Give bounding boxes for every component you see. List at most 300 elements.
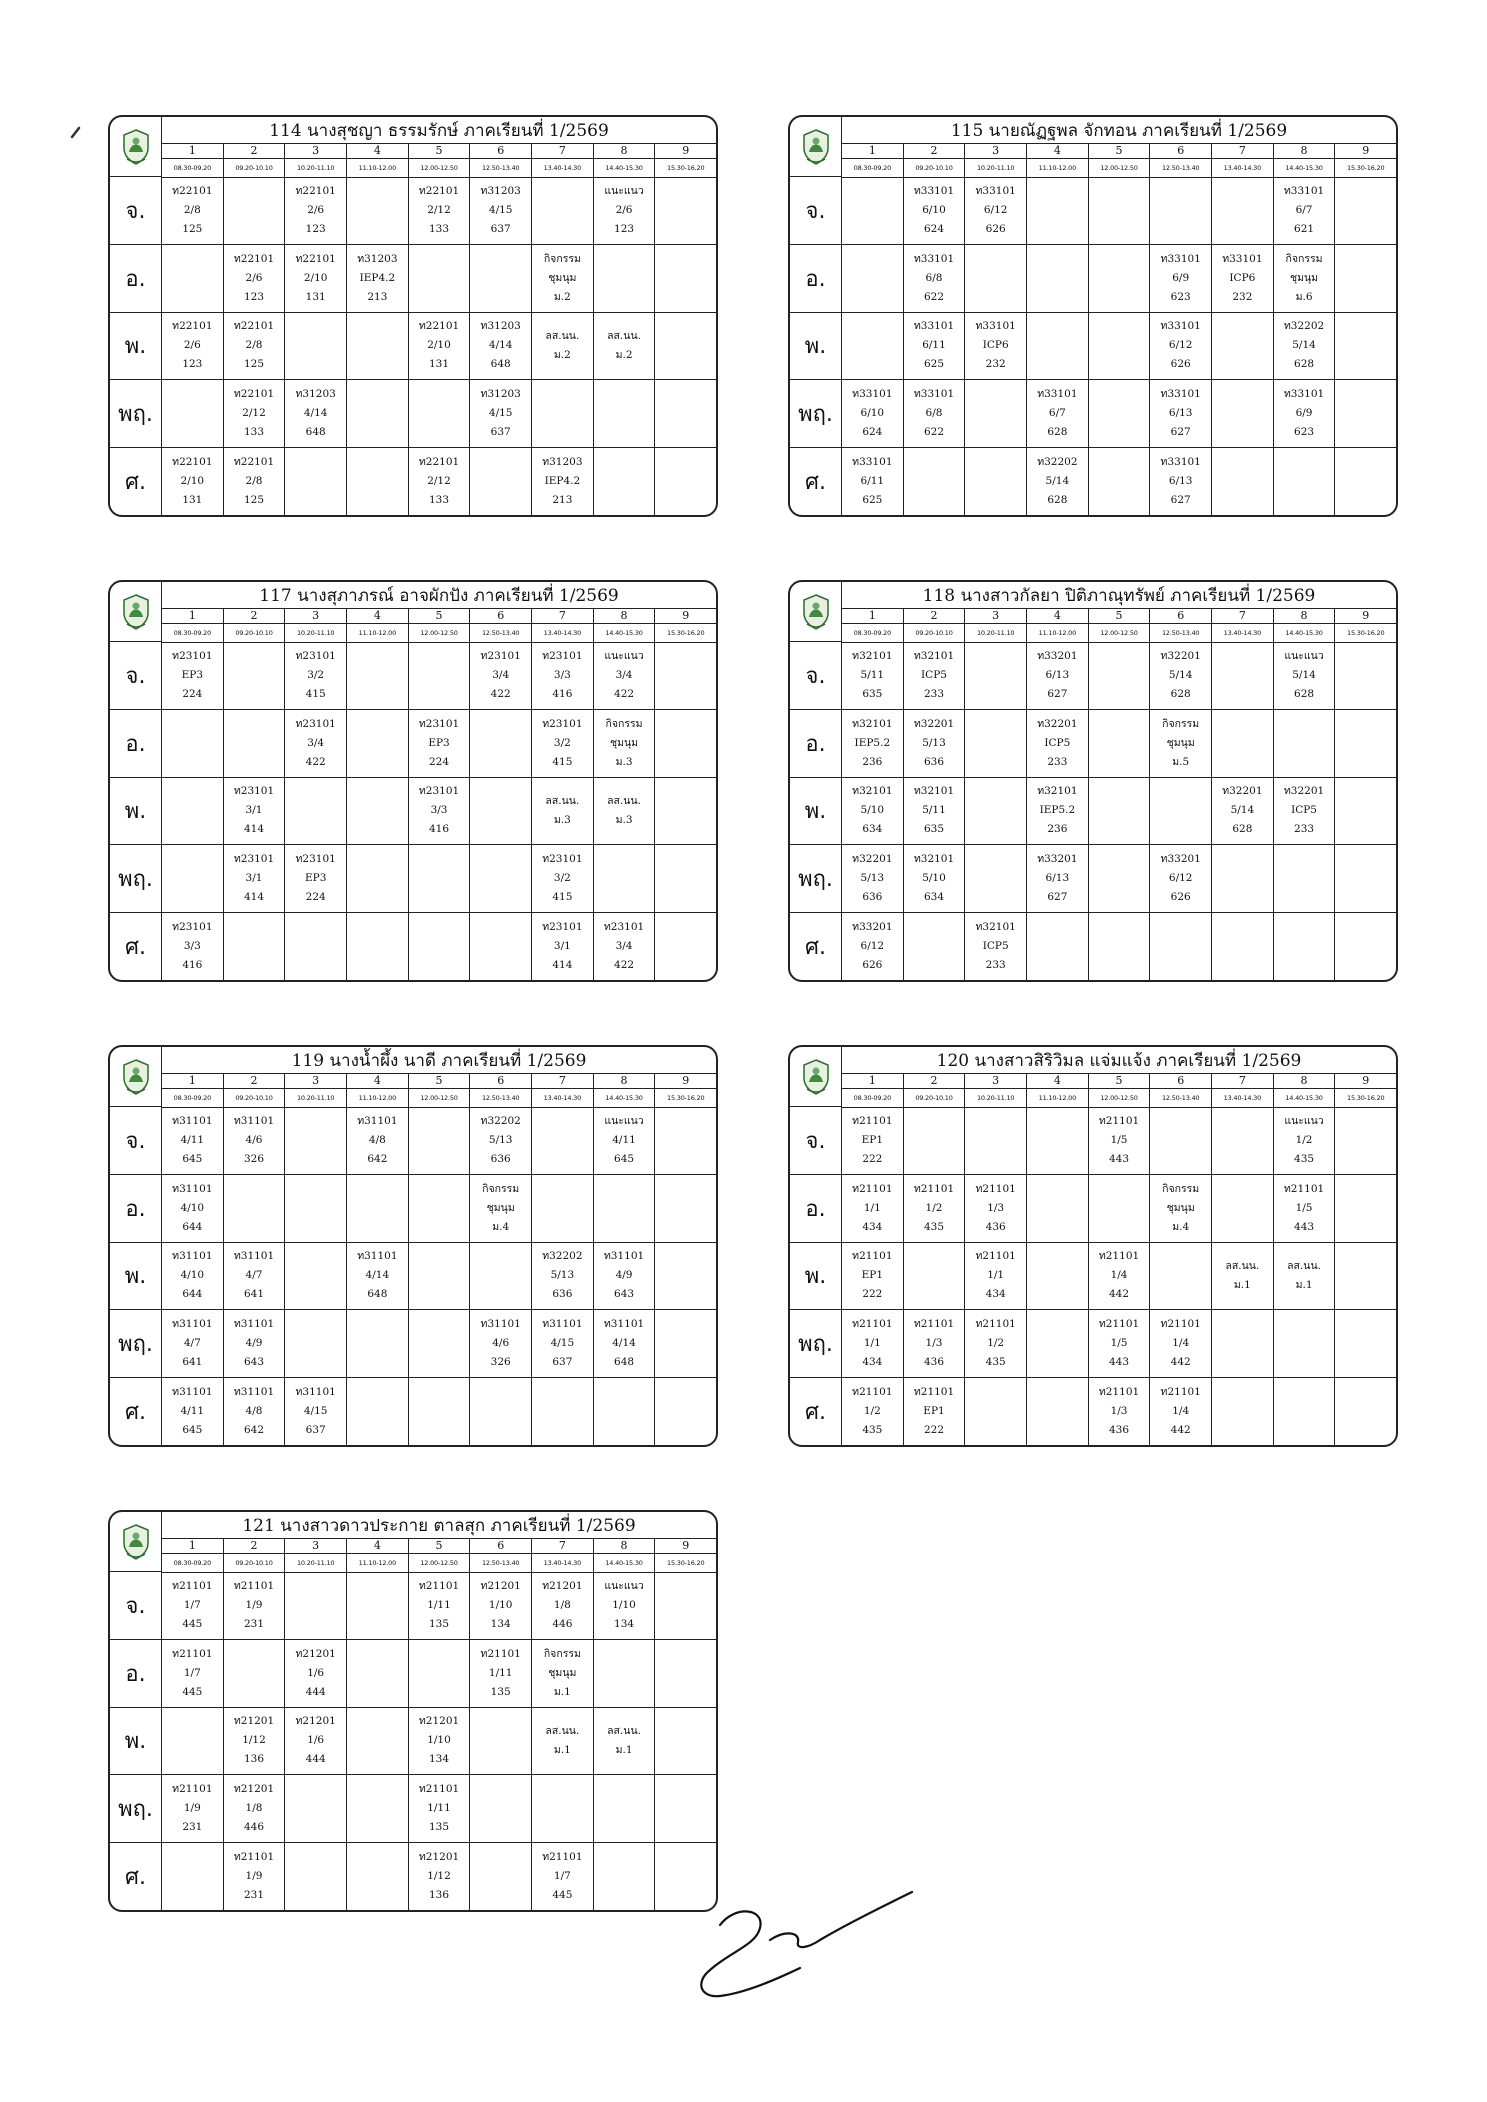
day-label: พฤ. bbox=[110, 1775, 162, 1842]
day-label: อ. bbox=[110, 245, 162, 312]
cell-line: ท31203 bbox=[480, 320, 521, 333]
cell-line: ท21201 bbox=[295, 1715, 336, 1728]
schedule-cell bbox=[593, 1572, 655, 1639]
schedule-cell bbox=[223, 245, 285, 312]
schedule-cell bbox=[284, 642, 346, 709]
cell-line: 3/2 bbox=[553, 736, 571, 749]
cell-line: 3/4 bbox=[307, 736, 325, 749]
cell-line: ท32101 bbox=[913, 853, 955, 866]
period-number: 9 bbox=[1334, 608, 1396, 623]
cell-line: ท22101 bbox=[418, 184, 460, 197]
cell-line: ท22101 bbox=[233, 252, 275, 265]
period-number: 2 bbox=[223, 608, 285, 623]
schedule-cell bbox=[1211, 380, 1273, 447]
day-label: พฤ. bbox=[110, 380, 162, 447]
cell-line: ม.3 bbox=[553, 813, 571, 826]
period-time-row bbox=[162, 1553, 716, 1573]
period-time: 13.40-14.30 bbox=[1211, 158, 1273, 177]
schedule-card-117 bbox=[108, 580, 718, 982]
schedule-cell bbox=[223, 913, 285, 980]
schedule-cell bbox=[408, 1243, 470, 1310]
day-label: ศ. bbox=[790, 913, 842, 980]
schedule-cell bbox=[1026, 778, 1088, 845]
schedule-cell bbox=[964, 1378, 1026, 1445]
cell-line: 2/6 bbox=[245, 271, 263, 284]
schedule-cell bbox=[1149, 913, 1211, 980]
schedule-cell bbox=[964, 245, 1026, 312]
cell-line: ท32202 bbox=[542, 1250, 583, 1263]
cell-line: ท31203 bbox=[480, 184, 521, 197]
schedule-cell bbox=[1026, 1378, 1088, 1445]
schedule-cell bbox=[284, 1708, 346, 1775]
cell-line: ม.4 bbox=[1172, 1220, 1190, 1233]
day-row bbox=[790, 1309, 1396, 1377]
schedule-cell bbox=[531, 245, 593, 312]
schedule-cell bbox=[654, 778, 716, 845]
cell-line: ม.2 bbox=[553, 348, 571, 361]
schedule-cell bbox=[469, 1775, 531, 1842]
cell-line: 1/9 bbox=[245, 1870, 263, 1883]
schedule-cell bbox=[162, 1775, 223, 1842]
schedule-cell bbox=[346, 1378, 408, 1445]
day-label: จ. bbox=[790, 177, 842, 244]
cell-line: 2/6 bbox=[307, 203, 325, 216]
cell-line: ลส.นน. bbox=[545, 1724, 580, 1737]
cell-line: 134 bbox=[614, 1617, 635, 1630]
period-time: 15.30-16.20 bbox=[654, 1553, 716, 1572]
cell-line: 5/11 bbox=[922, 804, 946, 817]
cell-line: IEP4.2 bbox=[359, 271, 396, 284]
schedule-cell bbox=[964, 313, 1026, 380]
schedule-cell bbox=[531, 448, 593, 515]
schedule-cell bbox=[654, 1107, 716, 1174]
cell-line: ท33101 bbox=[1283, 388, 1325, 401]
schedule-cell bbox=[408, 1640, 470, 1707]
cell-line: ท21201 bbox=[480, 1579, 521, 1592]
cell-line: ลส.นน. bbox=[545, 329, 580, 342]
schedule-cell bbox=[284, 1107, 346, 1174]
school-logo bbox=[790, 1047, 842, 1107]
cell-line: ท31101 bbox=[233, 1250, 275, 1263]
cell-line: ท21101 bbox=[913, 1182, 955, 1195]
cell-line: ท31101 bbox=[542, 1318, 583, 1331]
schedule-cell bbox=[469, 1107, 531, 1174]
cell-line: ท23101 bbox=[542, 649, 583, 662]
schedule-cell bbox=[531, 1843, 593, 1910]
period-number: 9 bbox=[654, 1073, 716, 1088]
schedule-cell bbox=[1149, 245, 1211, 312]
cell-line: 643 bbox=[243, 1356, 265, 1369]
cell-line: 434 bbox=[862, 1356, 883, 1369]
cell-line: 622 bbox=[923, 426, 945, 439]
cell-line: 123 bbox=[614, 222, 635, 235]
cell-line: ท23101 bbox=[603, 921, 645, 934]
cell-line: ท21101 bbox=[1098, 1250, 1140, 1263]
schedule-cell bbox=[1088, 245, 1150, 312]
cell-line: 1/1 bbox=[863, 1337, 881, 1350]
cell-line: ท31203 bbox=[480, 388, 521, 401]
schedule-cell bbox=[1211, 313, 1273, 380]
day-label: พ. bbox=[790, 778, 842, 845]
period-number: 6 bbox=[469, 608, 531, 623]
cell-line: 222 bbox=[862, 1288, 883, 1301]
schedule-cell bbox=[903, 1243, 965, 1310]
school-crest-icon bbox=[121, 1058, 151, 1096]
cell-line: 2/10 bbox=[427, 339, 451, 352]
schedule-cell bbox=[593, 1775, 655, 1842]
cell-line: 2/10 bbox=[180, 475, 205, 488]
cell-line: 634 bbox=[862, 823, 883, 836]
schedule-cell bbox=[531, 1378, 593, 1445]
day-label: พ. bbox=[110, 778, 162, 845]
cell-line: ม.1 bbox=[1295, 1278, 1313, 1291]
schedule-cell bbox=[842, 1378, 903, 1445]
cell-line: 5/14 bbox=[1045, 475, 1070, 488]
period-number: 2 bbox=[903, 143, 965, 158]
day-row bbox=[790, 844, 1396, 912]
schedule-cell bbox=[1273, 710, 1335, 777]
cell-line: ท21201 bbox=[418, 1715, 460, 1728]
cell-line: 446 bbox=[552, 1617, 573, 1630]
cell-line: 1/2 bbox=[925, 1201, 943, 1214]
cell-line: 1/4 bbox=[1110, 1269, 1128, 1282]
schedule-cell bbox=[531, 1775, 593, 1842]
schedule-cell bbox=[284, 710, 346, 777]
schedule-cell bbox=[469, 313, 531, 380]
day-label: อ. bbox=[790, 1175, 842, 1242]
schedule-cell bbox=[162, 710, 223, 777]
cell-line: 635 bbox=[862, 687, 883, 700]
cell-line: 6/10 bbox=[922, 203, 946, 216]
schedule-cell bbox=[654, 1378, 716, 1445]
cell-line: 224 bbox=[429, 755, 450, 768]
cell-line: 641 bbox=[182, 1356, 203, 1369]
cell-line: 435 bbox=[862, 1424, 883, 1437]
cell-line: 1/3 bbox=[987, 1201, 1005, 1214]
school-crest-icon bbox=[121, 593, 151, 631]
schedule-body bbox=[110, 177, 716, 515]
cell-line: 136 bbox=[243, 1753, 265, 1766]
schedule-cell bbox=[1026, 245, 1088, 312]
cell-line: ท32202 bbox=[480, 1114, 521, 1127]
cell-line: กิจกรรม bbox=[1285, 252, 1323, 265]
schedule-cell bbox=[964, 710, 1026, 777]
schedule-cell bbox=[654, 710, 716, 777]
cell-line: 434 bbox=[985, 1288, 1006, 1301]
day-row bbox=[790, 177, 1396, 244]
cell-line: 4/15 bbox=[303, 1405, 328, 1418]
schedule-cell bbox=[1334, 380, 1396, 447]
cell-line: 213 bbox=[552, 494, 573, 507]
schedule-cell bbox=[1334, 642, 1396, 709]
period-time: 13.40-14.30 bbox=[531, 158, 593, 177]
period-time: 08.30-09.20 bbox=[173, 628, 212, 637]
cell-line: 636 bbox=[552, 1288, 573, 1301]
school-logo bbox=[790, 117, 842, 177]
schedule-cell bbox=[531, 380, 593, 447]
period-number: 5 bbox=[1088, 608, 1150, 623]
period-time: 10.20-11.10 bbox=[284, 158, 346, 177]
schedule-cell bbox=[223, 642, 285, 709]
cell-line: 442 bbox=[1109, 1288, 1130, 1301]
schedule-cell bbox=[593, 778, 655, 845]
period-time: 11.10-12.00 bbox=[1026, 1088, 1088, 1107]
schedule-cell bbox=[531, 1708, 593, 1775]
cell-line: ม.3 bbox=[615, 755, 633, 768]
cell-line: ICP6 bbox=[982, 339, 1009, 352]
schedule-cell bbox=[1334, 710, 1396, 777]
cell-line: 3/4 bbox=[615, 940, 633, 953]
day-label: พ. bbox=[790, 313, 842, 380]
day-label: พฤ. bbox=[110, 845, 162, 912]
schedule-cell bbox=[284, 1175, 346, 1242]
cell-line: 1/9 bbox=[245, 1598, 263, 1611]
schedule-cell bbox=[1026, 1310, 1088, 1377]
schedule-cell bbox=[1211, 245, 1273, 312]
cell-line: 4/7 bbox=[245, 1269, 263, 1282]
period-number: 5 bbox=[1088, 143, 1150, 158]
schedule-cell bbox=[346, 710, 408, 777]
cell-line: 1/8 bbox=[553, 1598, 571, 1611]
period-number: 9 bbox=[654, 1538, 716, 1553]
cell-line: 232 bbox=[985, 358, 1006, 371]
schedule-cell bbox=[964, 1310, 1026, 1377]
schedule-cell bbox=[654, 313, 716, 380]
schedule-cell bbox=[1273, 1175, 1335, 1242]
cell-line: 422 bbox=[305, 755, 326, 768]
cell-line: 123 bbox=[243, 290, 265, 303]
cell-line: 2/10 bbox=[303, 271, 328, 284]
cell-line: ท33201 bbox=[852, 921, 893, 934]
cell-line: ม.2 bbox=[615, 348, 633, 361]
cell-line: ท22101 bbox=[233, 388, 275, 401]
cell-line: 131 bbox=[305, 290, 326, 303]
schedule-cell bbox=[842, 1107, 903, 1174]
period-time: 09.20-10.10 bbox=[903, 1088, 965, 1107]
cell-line: ท21201 bbox=[295, 1647, 336, 1660]
cell-line: 4/8 bbox=[368, 1133, 386, 1146]
card-title: 121 นางสาวดาวประกาย ตาลสุก ภาคเรียนที่ 1/2569 bbox=[162, 1512, 716, 1539]
cell-line: 6/9 bbox=[1295, 407, 1313, 420]
schedule-cell bbox=[1149, 380, 1211, 447]
period-number: 4 bbox=[346, 608, 408, 623]
cell-line: ท32201 bbox=[852, 853, 893, 866]
cell-line: 415 bbox=[305, 687, 326, 700]
schedule-cell bbox=[1149, 313, 1211, 380]
schedule-cell bbox=[1273, 1243, 1335, 1310]
cell-line: 624 bbox=[923, 222, 945, 235]
schedule-cell bbox=[346, 1243, 408, 1310]
schedule-cell bbox=[1088, 448, 1150, 515]
period-number: 7 bbox=[1211, 143, 1273, 158]
period-time: 09.20-10.10 bbox=[903, 158, 965, 177]
cell-line: ท21101 bbox=[172, 1647, 213, 1660]
cell-line: 4/14 bbox=[365, 1269, 390, 1282]
cell-line: ท32201 bbox=[1222, 785, 1263, 798]
period-number: 7 bbox=[531, 608, 593, 623]
schedule-cell bbox=[1211, 1243, 1273, 1310]
schedule-cell bbox=[593, 1843, 655, 1910]
period-number: 5 bbox=[408, 143, 470, 158]
schedule-cell bbox=[1026, 1107, 1088, 1174]
period-number-row bbox=[162, 143, 716, 159]
schedule-cell bbox=[593, 1107, 655, 1174]
schedule-cell bbox=[1026, 1175, 1088, 1242]
cell-line: ท31203 bbox=[295, 388, 336, 401]
schedule-cell bbox=[469, 845, 531, 912]
schedule-cell bbox=[531, 177, 593, 244]
schedule-cell bbox=[842, 380, 903, 447]
schedule-cell bbox=[469, 1310, 531, 1377]
period-time-row bbox=[842, 1088, 1396, 1108]
cell-line: 443 bbox=[1109, 1152, 1130, 1165]
cell-line: 622 bbox=[923, 290, 945, 303]
schedule-cell bbox=[1088, 1175, 1150, 1242]
schedule-cell bbox=[903, 313, 965, 380]
period-time: 08.30-09.20 bbox=[853, 628, 892, 637]
cell-line: ท31203 bbox=[542, 456, 583, 469]
cell-line: EP3 bbox=[181, 668, 204, 681]
cell-line: 2/6 bbox=[183, 339, 201, 352]
period-number: 3 bbox=[284, 1073, 346, 1088]
cell-line: 642 bbox=[367, 1152, 388, 1165]
cell-line: ม.1 bbox=[1233, 1278, 1251, 1291]
period-number: 3 bbox=[964, 143, 1026, 158]
schedule-cell bbox=[842, 778, 903, 845]
cell-line: 5/13 bbox=[860, 872, 885, 885]
schedule-cell bbox=[1149, 1175, 1211, 1242]
cell-line: 444 bbox=[305, 1685, 326, 1698]
schedule-cell bbox=[531, 313, 593, 380]
card-title: 117 นางสุภาภรณ์ อาจผักปัง ภาคเรียนที่ 1/2569 bbox=[162, 582, 716, 609]
schedule-cell bbox=[346, 1572, 408, 1639]
cell-line: ท22101 bbox=[172, 456, 213, 469]
period-number: 1 bbox=[868, 144, 876, 157]
period-time: 14.40-15.30 bbox=[1273, 158, 1335, 177]
schedule-cell bbox=[654, 448, 716, 515]
cell-line: 636 bbox=[862, 891, 883, 904]
schedule-cell bbox=[1334, 778, 1396, 845]
cell-line: ท23101 bbox=[295, 649, 336, 662]
schedule-cell bbox=[1149, 642, 1211, 709]
cell-line: ลส.นน. bbox=[1225, 1259, 1260, 1272]
cell-line: 6/8 bbox=[925, 407, 943, 420]
schedule-cell bbox=[1334, 245, 1396, 312]
cell-line: 627 bbox=[1170, 426, 1191, 439]
cell-line: ลส.นน. bbox=[545, 794, 580, 807]
period-time: 09.20-10.10 bbox=[903, 623, 965, 642]
schedule-cell bbox=[903, 778, 965, 845]
schedule-cell bbox=[346, 1107, 408, 1174]
cell-line: 231 bbox=[243, 1617, 265, 1630]
day-label: ศ. bbox=[790, 1378, 842, 1445]
cell-line: ท32101 bbox=[852, 649, 893, 662]
cell-line: ท31101 bbox=[233, 1318, 275, 1331]
cell-line: 6/12 bbox=[1168, 339, 1193, 352]
schedule-cell bbox=[1273, 1310, 1335, 1377]
schedule-cell bbox=[593, 177, 655, 244]
schedule-cell bbox=[223, 313, 285, 380]
cell-line: 4/6 bbox=[492, 1337, 510, 1350]
cell-line: 2/12 bbox=[427, 475, 451, 488]
schedule-cell bbox=[903, 380, 965, 447]
schedule-cell bbox=[1273, 313, 1335, 380]
period-time: 14.40-15.30 bbox=[593, 1553, 655, 1572]
period-time: 08.30-09.20 bbox=[173, 163, 212, 172]
period-time: 12.50-13.40 bbox=[1149, 158, 1211, 177]
schedule-cell bbox=[1334, 1243, 1396, 1310]
period-number: 6 bbox=[1149, 143, 1211, 158]
schedule-cell bbox=[531, 642, 593, 709]
period-time: 12.50-13.40 bbox=[1149, 1088, 1211, 1107]
cell-line: ท23101 bbox=[172, 649, 213, 662]
cell-line: 1/2 bbox=[863, 1405, 881, 1418]
cell-line: 648 bbox=[367, 1288, 388, 1301]
schedule-cell bbox=[284, 1310, 346, 1377]
cell-line: 416 bbox=[552, 687, 573, 700]
cell-line: 3/1 bbox=[553, 940, 571, 953]
period-number: 4 bbox=[1026, 608, 1088, 623]
schedule-cell bbox=[162, 177, 223, 244]
schedule-cell bbox=[842, 177, 903, 244]
cell-line: 125 bbox=[182, 222, 203, 235]
cell-line: 2/12 bbox=[427, 203, 451, 216]
cell-line: 2/12 bbox=[242, 407, 266, 420]
schedule-cell bbox=[654, 845, 716, 912]
schedule-cell bbox=[1211, 778, 1273, 845]
card-title: 120 นางสาวสิริวิมล แจ่มแจ้ง ภาคเรียนที่ 1/2569 bbox=[842, 1047, 1396, 1074]
schedule-cell bbox=[842, 913, 903, 980]
cell-line: ท32101 bbox=[852, 785, 893, 798]
period-time: 12.50-13.40 bbox=[469, 1088, 531, 1107]
cell-line: กิจกรรม bbox=[605, 717, 643, 730]
cell-line: ท22101 bbox=[172, 320, 213, 333]
cell-line: ท32101 bbox=[852, 717, 893, 730]
cell-line: 233 bbox=[923, 687, 945, 700]
cell-line: ท21101 bbox=[172, 1579, 213, 1592]
cell-line: 131 bbox=[182, 494, 203, 507]
cell-line: 1/11 bbox=[427, 1802, 451, 1815]
schedule-cell bbox=[1211, 448, 1273, 515]
schedule-cell bbox=[1088, 313, 1150, 380]
schedule-cell bbox=[1088, 913, 1150, 980]
cell-line: 416 bbox=[429, 823, 450, 836]
period-time: 13.40-14.30 bbox=[531, 623, 593, 642]
cell-line: ท21101 bbox=[852, 1114, 893, 1127]
schedule-cell bbox=[346, 845, 408, 912]
schedule-cell bbox=[284, 1378, 346, 1445]
day-row bbox=[110, 312, 716, 380]
schedule-cell bbox=[593, 448, 655, 515]
schedule-cell bbox=[531, 1572, 593, 1639]
schedule-cell bbox=[531, 1310, 593, 1377]
schedule-cell bbox=[1026, 913, 1088, 980]
schedule-cell bbox=[1334, 177, 1396, 244]
period-time: 12.00-12.50 bbox=[1088, 1088, 1150, 1107]
schedule-cell bbox=[346, 1175, 408, 1242]
day-row bbox=[790, 1174, 1396, 1242]
schedule-cell bbox=[842, 845, 903, 912]
day-label: อ. bbox=[110, 1175, 162, 1242]
schedule-cell bbox=[346, 778, 408, 845]
schedule-cell bbox=[223, 1243, 285, 1310]
cell-line: 5/13 bbox=[922, 736, 946, 749]
period-number: 8 bbox=[1273, 143, 1335, 158]
period-time: 11.10-12.00 bbox=[346, 1553, 408, 1572]
cell-line: แนะแนว bbox=[604, 1579, 644, 1592]
cell-line: ท33101 bbox=[1160, 388, 1201, 401]
schedule-cell bbox=[903, 710, 965, 777]
